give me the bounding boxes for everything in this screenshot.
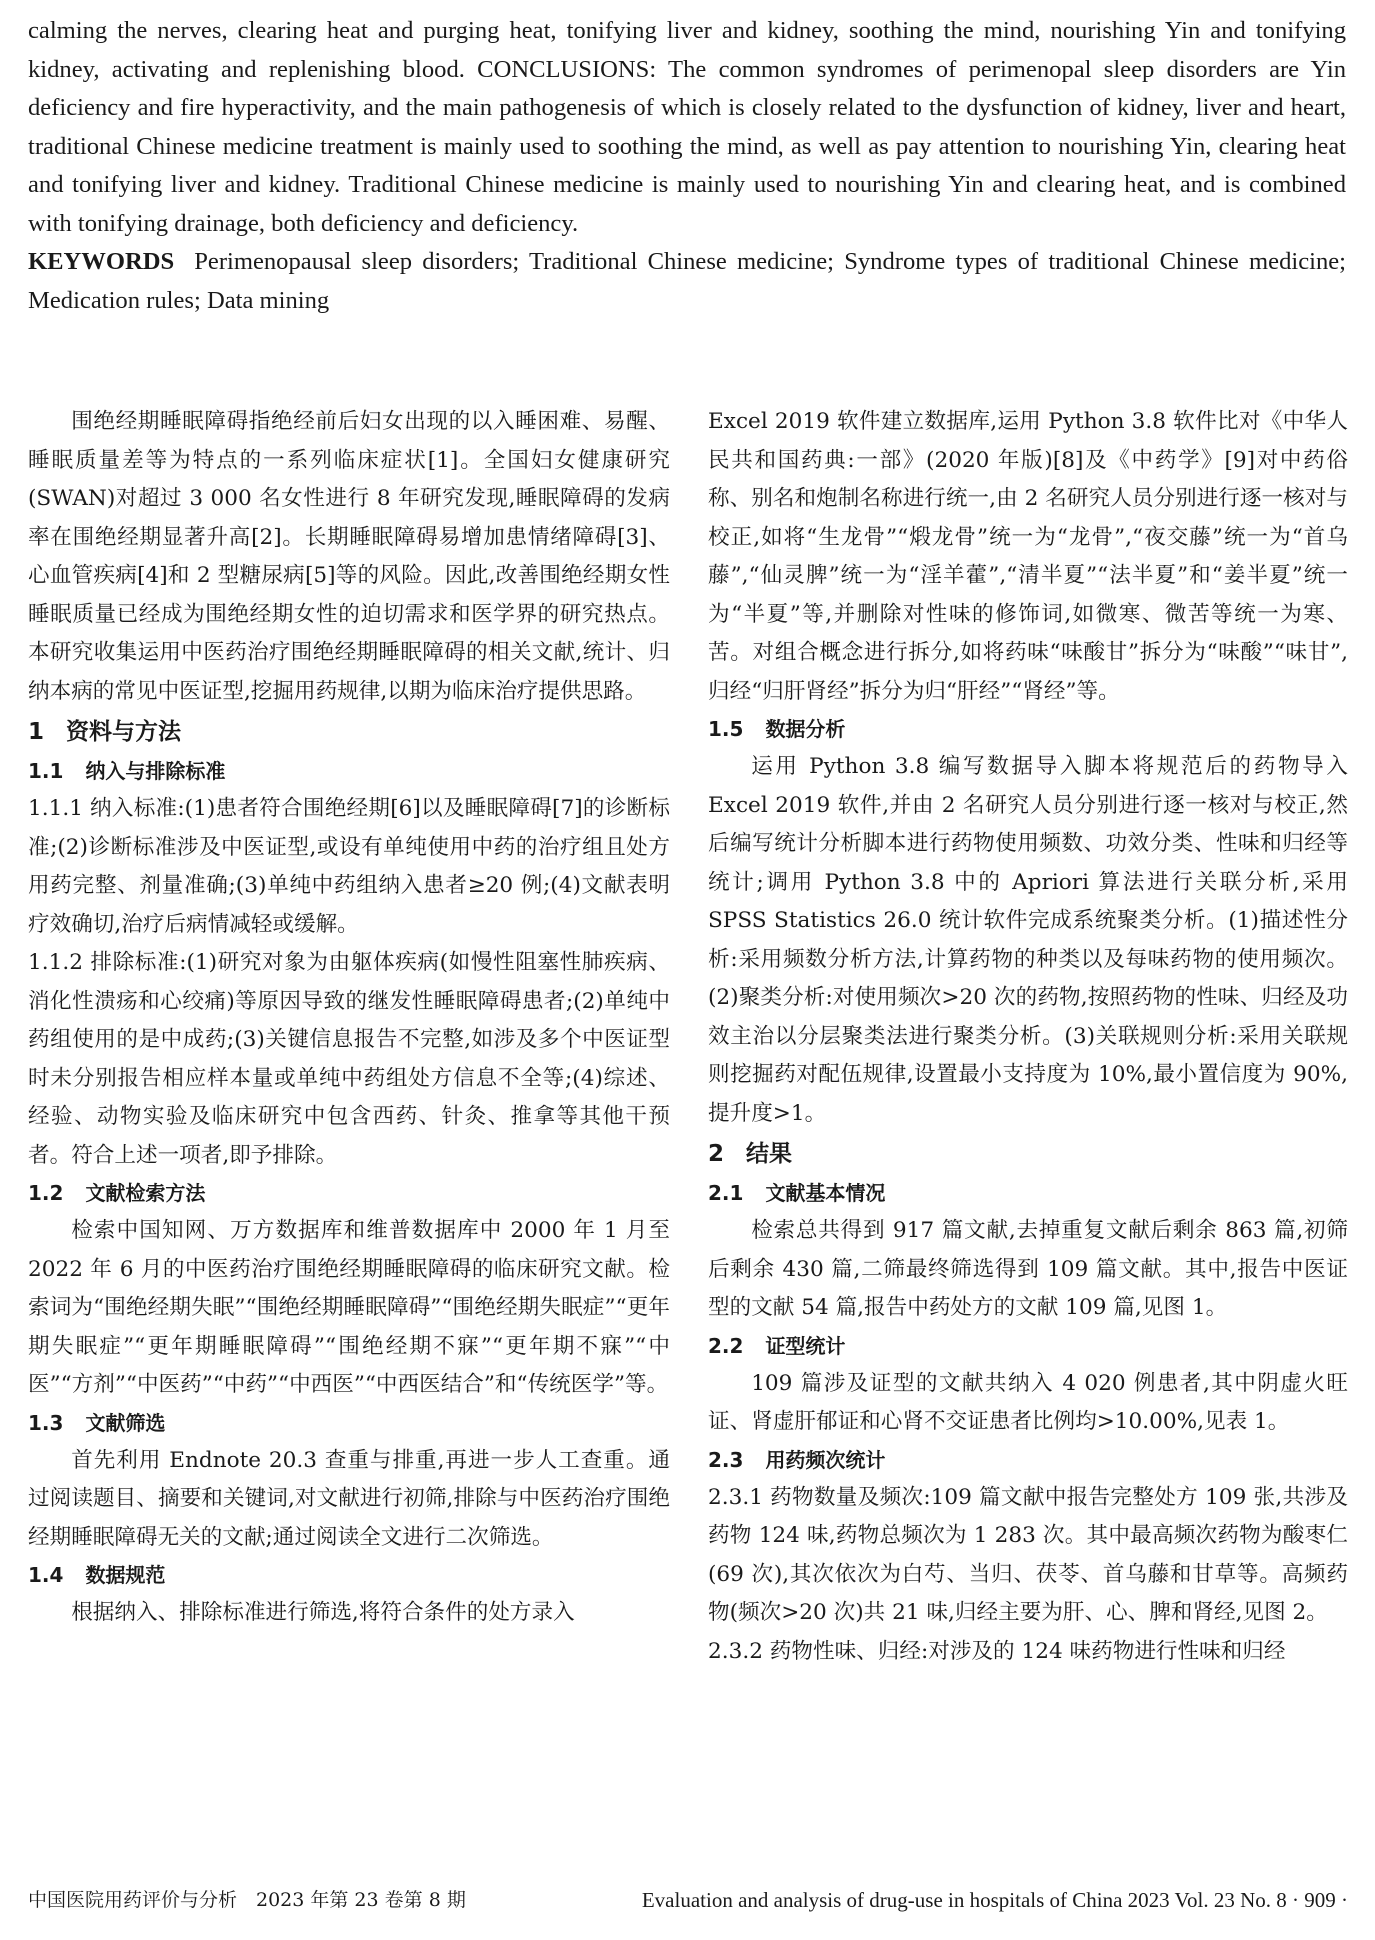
section-title: 结果 bbox=[746, 1141, 793, 1167]
subsection-heading-1-4 bbox=[28, 1557, 670, 1594]
paragraph-2-3-2: 2.3.2 药物性味、归经:对涉及的 124 味药物进行性味和归经 bbox=[708, 1638, 1286, 1664]
section-heading-1 bbox=[28, 711, 670, 753]
subsection-heading-1-1 bbox=[28, 753, 670, 790]
subsection-title: 数据分析 bbox=[765, 717, 846, 741]
paragraph-1-2: 检索中国知网、万方数据库和维普数据库中 2000 年 1 月至 2022 年 6 月的中医药治疗围绝经期睡眠障碍的临床研究文献。检索词为“围绝经期失眠”“围绝经期睡眠障碍”“围绝经期失眠症”“更年期失眠症”“更年期睡眠障碍”“围绝经期不寐”“更年期不寐”“中医”“方剂”“中医药”“中药”“中西医”“中西医结合”和“传统医学”等。 bbox=[28, 1218, 670, 1397]
subsection-heading-2-1 bbox=[708, 1175, 1348, 1212]
subsection-title: 文献基本情况 bbox=[765, 1181, 886, 1205]
subsection-number: 1.3 bbox=[28, 1410, 64, 1435]
page-footer bbox=[28, 1884, 1348, 1916]
abstract-text: calming the nerves, clearing heat and purging heat, tonifying liver and kidney, soothing the mind, nourishing Yin and tonifying kidney, activating and replenishing blood. CONCLUSIONS: The common syndromes of perimenopal sleep disorders are Yin deficiency and fire hyperactivity, and the main pathogenesis of which is closely related to the dysfunction of kidney, liver and heart, traditional Chinese medicine treatment is mainly used to soothing the mind, as well as pay attention to nourishing Yin, clearing heat and tonifying liver and kidney. Traditional Chinese medicine is mainly used to nourishing Yin and clearing heat, and is combined with tonifying drainage, both deficiency and deficiency. bbox=[28, 17, 1346, 237]
section-number: 1 bbox=[28, 719, 45, 745]
english-abstract bbox=[28, 12, 1346, 320]
keywords-line bbox=[28, 243, 1346, 320]
paragraph-1-5: 运用 Python 3.8 编写数据导入脚本将规范后的药物导入 Excel 2019 软件,并由 2 名研究人员分别进行逐一核对与校正,然后编写统计分析脚本进行药物使用频数、功效分类、性味和归经等统计;调用 Python 3.8 中的 Apriori 算法进行关联分析,采用 SPSS Statistics 26.0 统计软件完成系统聚类分析。(1)描述性分析:采用频数分析方法,计算药物的种类以及每味药物的使用频次。(2)聚类分析:对使用频次>20 次的药物,按照药物的性味、归经及功效主治以分层聚类法进行聚类分析。(3)关联规则分析:采用关联规则挖掘药对配伍规律,设置最小支持度为 10%,最小置信度为 90%,提升度>1。 bbox=[708, 754, 1348, 1126]
paragraph-1-4: 根据纳入、排除标准进行筛选,将符合条件的处方录入 bbox=[71, 1600, 575, 1625]
subsection-number: 1.5 bbox=[708, 717, 744, 741]
subsection-title: 用药频次统计 bbox=[765, 1447, 886, 1472]
journal-info-english: Evaluation and analysis of drug-use in hospitals of China 2023 Vol. 23 No. 8 · 909 · bbox=[641, 1888, 1348, 1912]
subsection-number: 2.3 bbox=[708, 1447, 744, 1472]
subsection-number: 1.4 bbox=[28, 1563, 64, 1587]
subsection-heading-1-3 bbox=[28, 1405, 670, 1442]
subsection-heading-1-2 bbox=[28, 1175, 670, 1212]
paragraph-2-3-1: 2.3.1 药物数量及频次:109 篇文献中报告完整处方 109 张,共涉及药物 124 味,药物总频次为 1 283 次。其中最高频次药物为酸枣仁(69 次),其次依次为白芍、当归、茯苓、首乌藤和甘草等。高频药物(频次>20 次)共 21 味,归经主要为肝、心、脾和肾经,见图 2。 bbox=[708, 1484, 1348, 1625]
subsection-title: 数据规范 bbox=[85, 1563, 166, 1587]
keywords-label: KEYWORDS bbox=[28, 248, 175, 275]
journal-info-chinese: 中国医院用药评价与分析 2023 年第 23 卷第 8 期 bbox=[28, 1889, 466, 1911]
subsection-title: 文献检索方法 bbox=[85, 1181, 206, 1205]
subsection-heading-2-2 bbox=[708, 1328, 1348, 1365]
subsection-number: 2.1 bbox=[708, 1181, 744, 1205]
paragraph-2-2: 109 篇涉及证型的文献共纳入 4 020 例患者,其中阴虚火旺证、肾虚肝郁证和心肾不交证患者比例均>10.00%,见表 1。 bbox=[708, 1370, 1348, 1434]
subsection-heading-1-5 bbox=[708, 711, 1348, 748]
paragraph-2-1: 检索总共得到 917 篇文献,去掉重复文献后剩余 863 篇,初筛后剩余 430 篇,二筛最终筛选得到 109 篇文献。其中,报告中医证型的文献 54 篇,报告中药处方的文献 109 篇,见图 1。 bbox=[708, 1218, 1348, 1320]
right-column bbox=[708, 403, 1348, 1671]
paragraph-1-1-2: 1.1.2 排除标准:(1)研究对象为由躯体疾病(如慢性阻塞性肺疾病、消化性溃疡和心绞痛)等原因导致的继发性睡眠障碍患者;(2)单纯中药组使用的是中成药;(3)关键信息报告不完整,如涉及多个中医证型时未分别报告相应样本量或单纯中药组处方信息不全等;(4)综述、经验、动物实验及临床研究中包含西药、针灸、推拿等其他干预者。符合上述一项者,即予排除。 bbox=[28, 950, 670, 1168]
subsection-title: 文献筛选 bbox=[85, 1410, 166, 1435]
subsection-heading-2-3 bbox=[708, 1442, 1348, 1479]
paragraph-1-3: 首先利用 Endnote 20.3 查重与排重,再进一步人工查重。通过阅读题目、摘要和关键词,对文献进行初筛,排除与中医药治疗围绝经期睡眠障碍无关的文献;通过阅读全文进行二次筛选。 bbox=[28, 1447, 670, 1550]
section-number: 2 bbox=[708, 1141, 725, 1167]
section-heading-2 bbox=[708, 1133, 1348, 1175]
subsection-number: 1.1 bbox=[28, 759, 64, 783]
intro-paragraph: 围绝经期睡眠障碍指绝经前后妇女出现的以入睡困难、易醒、睡眠质量差等为特点的一系列临床症状[1]。全国妇女健康研究(SWAN)对超过 3 000 名女性进行 8 年研究发现,睡眠障碍的发病率在围绝经期显著升高[2]。长期睡眠障碍易增加患情绪障碍[3]、心血管疾病[4]和 2 型糖尿病[5]等的风险。因此,改善围绝经期女性睡眠质量已经成为围绝经期女性的迫切需求和医学界的研究热点。本研究收集运用中医药治疗围绝经期睡眠障碍的相关文献,统计、归纳本病的常见中医证型,挖掘用药规律,以期为临床治疗提供思路。 bbox=[28, 409, 670, 704]
subsection-number: 2.2 bbox=[708, 1333, 744, 1358]
subsection-title: 纳入与排除标准 bbox=[85, 759, 226, 783]
keywords-text: Perimenopausal sleep disorders; Traditional Chinese medicine; Syndrome types of traditional Chinese medicine; Medication rules; Data mining bbox=[28, 248, 1346, 314]
paragraph-1-4-continued: Excel 2019 软件建立数据库,运用 Python 3.8 软件比对《中华人民共和国药典:一部》(2020 年版)[8]及《中药学》[9]对中药俗称、别名和炮制名称进行统一,由 2 名研究人员分别进行逐一核对与校正,如将“生龙骨”“煅龙骨”统一为“龙骨”,“夜交藤”统一为“首乌藤”,“仙灵脾”统一为“淫羊藿”,“清半夏”“法半夏”和“姜半夏”统一为“半夏”等,并删除对性味的修饰词,如微寒、微苦等统一为寒、苦。对组合概念进行拆分,如将药味“味酸甘”拆分为“味酸”“味甘”,归经“归肝肾经”拆分为归“肝经”“肾经”等。 bbox=[708, 409, 1348, 704]
left-column bbox=[28, 403, 670, 1633]
subsection-number: 1.2 bbox=[28, 1181, 64, 1205]
section-title: 资料与方法 bbox=[66, 719, 182, 745]
paragraph-1-1-1: 1.1.1 纳入标准:(1)患者符合围绝经期[6]以及睡眠障碍[7]的诊断标准;(2)诊断标准涉及中医证型,或设有单纯使用中药的治疗组且处方用药完整、剂量准确;(3)单纯中药组纳入患者≥20 例;(4)文献表明疗效确切,治疗后病情减轻或缓解。 bbox=[28, 796, 670, 937]
subsection-title: 证型统计 bbox=[765, 1333, 846, 1358]
